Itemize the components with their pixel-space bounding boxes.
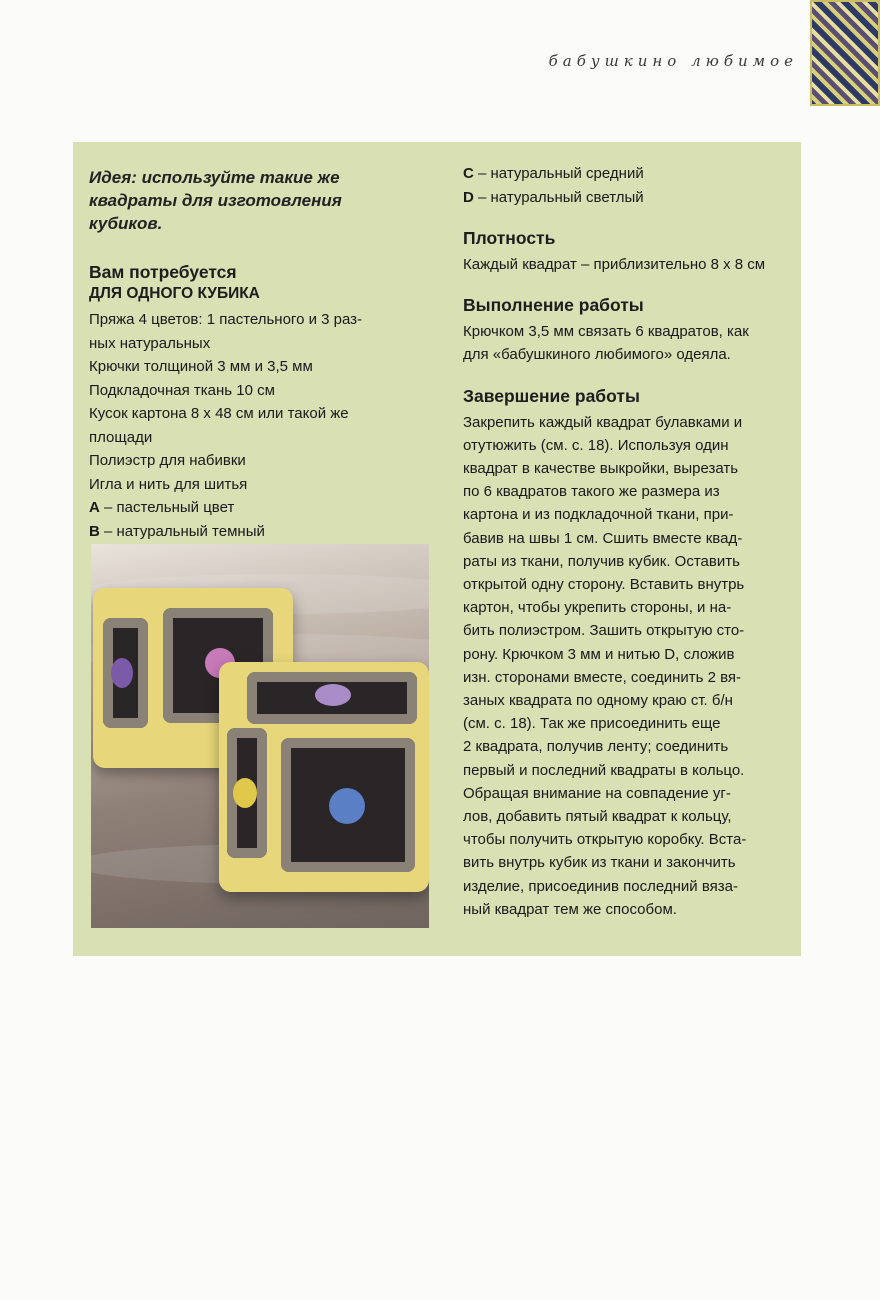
color-key-c <box>463 162 793 186</box>
lilac-flower <box>315 684 351 706</box>
crochet-cube-front <box>219 662 429 892</box>
gauge-text: Каждый квадрат – приблизительно 8 х 8 см <box>463 256 766 273</box>
color-key-continued <box>463 162 793 209</box>
work-section <box>463 294 793 366</box>
finishing-line: вить внутрь кубик из ткани и закончить <box>463 854 736 872</box>
work-title: Выполнение работы <box>463 295 644 316</box>
finishing-line: Закрепить каждый квадрат булавками и <box>463 413 743 431</box>
color-key-a <box>89 496 419 520</box>
finishing-line: ный квадрат тем же способом. <box>463 900 677 918</box>
finishing-line: картон, чтобы укрепить стороны, и на- <box>463 599 732 617</box>
materials-item: площади <box>89 428 153 446</box>
color-key-b <box>89 520 419 544</box>
cube-top-face <box>247 672 417 724</box>
instructions-panel <box>73 142 801 956</box>
color-desc: – натуральный средний <box>473 165 644 182</box>
cube-side-face <box>103 618 148 728</box>
yellow-flower <box>233 778 257 808</box>
finishing-line: (см. с. 18). Так же присоединить еще <box>463 715 721 733</box>
color-desc: – натуральный светлый <box>473 188 644 206</box>
materials-item: Игла и нить для шитья <box>89 475 248 493</box>
corner-thumbnail-image <box>810 0 880 106</box>
materials-item: Полиэстр для набивки <box>89 452 246 469</box>
cube-face <box>281 738 415 872</box>
materials-item: Кусок картона 8 х 48 см или такой же <box>89 405 349 422</box>
color-letter: C <box>463 165 474 182</box>
color-key-d <box>463 186 793 210</box>
finishing-line: 2 квадрата, получив ленту; соединить <box>463 738 729 756</box>
purple-flower <box>111 658 133 688</box>
finishing-line: чтобы получить открытую коробку. Вста- <box>463 831 747 849</box>
color-desc: – натуральный темный <box>99 522 265 540</box>
finishing-line: Обращая внимание на совпадение уг- <box>463 784 731 802</box>
cube-side-face <box>227 728 267 858</box>
blue-flower <box>329 788 365 824</box>
color-letter: D <box>463 188 474 206</box>
finishing-section <box>463 385 793 921</box>
finishing-line: заных квадрата по одному краю ст. б/н <box>463 692 733 710</box>
finishing-line: изделие, присоединив последний вяза- <box>463 877 738 895</box>
color-letter: A <box>89 499 100 516</box>
materials-item: Подкладочная ткань 10 см <box>89 381 275 399</box>
finishing-line: раты из ткани, получив кубик. Оставить <box>463 552 740 570</box>
work-line: для «бабушкиного любимого» одеяла. <box>463 346 731 364</box>
finishing-line: бавив на швы 1 см. Сшить вместе квад- <box>463 529 743 547</box>
finishing-line: бить полиэстром. Зашить открытую сто- <box>463 622 745 640</box>
finishing-line: картона и из подкладочной ткани, при- <box>463 506 734 524</box>
materials-item: Пряжа 4 цветов: 1 пастельного и 3 раз- <box>89 311 363 328</box>
finishing-line: отутюжить (см. с. 18). Используя один <box>463 436 729 454</box>
finishing-line: открытой одну сторону. Вставить внутрь <box>463 576 745 594</box>
work-line: Крючком 3,5 мм связать 6 квадратов, как <box>463 323 749 341</box>
finishing-line: рону. Крючком 3 мм и нитью D, сложив <box>463 645 735 663</box>
gauge-title: Плотность <box>463 228 556 248</box>
right-column <box>463 165 793 939</box>
crochet-cubes-photo <box>91 544 429 928</box>
finishing-line: первый и последний квадраты в кольцо. <box>463 761 745 779</box>
finishing-title: Завершение работы <box>463 385 640 406</box>
color-desc: – пастельный цвет <box>99 499 235 516</box>
finishing-text <box>463 411 793 921</box>
left-column <box>89 166 419 543</box>
finishing-line: изн. сторонами вместе, соединить 2 вя- <box>463 668 742 686</box>
needs-title-line1: Вам потребуется <box>89 262 237 282</box>
needs-title-line2: ДЛЯ ОДНОГО КУБИКА <box>89 285 260 302</box>
materials-item: ных натуральных <box>89 334 211 352</box>
materials-item: Крючки толщиной 3 мм и 3,5 мм <box>89 358 313 375</box>
idea-note: Идея: используйте такие же квадраты для изготовления кубиков. <box>89 168 342 233</box>
gauge-section <box>463 227 793 276</box>
finishing-line: лов, добавить пятый квадрат к кольцу, <box>463 808 732 826</box>
color-letter: B <box>89 522 100 540</box>
running-title: бабушкино любимое <box>548 52 798 70</box>
finishing-line: по 6 квадратов такого же размера из <box>463 483 720 501</box>
materials-list <box>89 308 419 543</box>
finishing-line: квадрат в качестве выкройки, вырезать <box>463 460 739 478</box>
